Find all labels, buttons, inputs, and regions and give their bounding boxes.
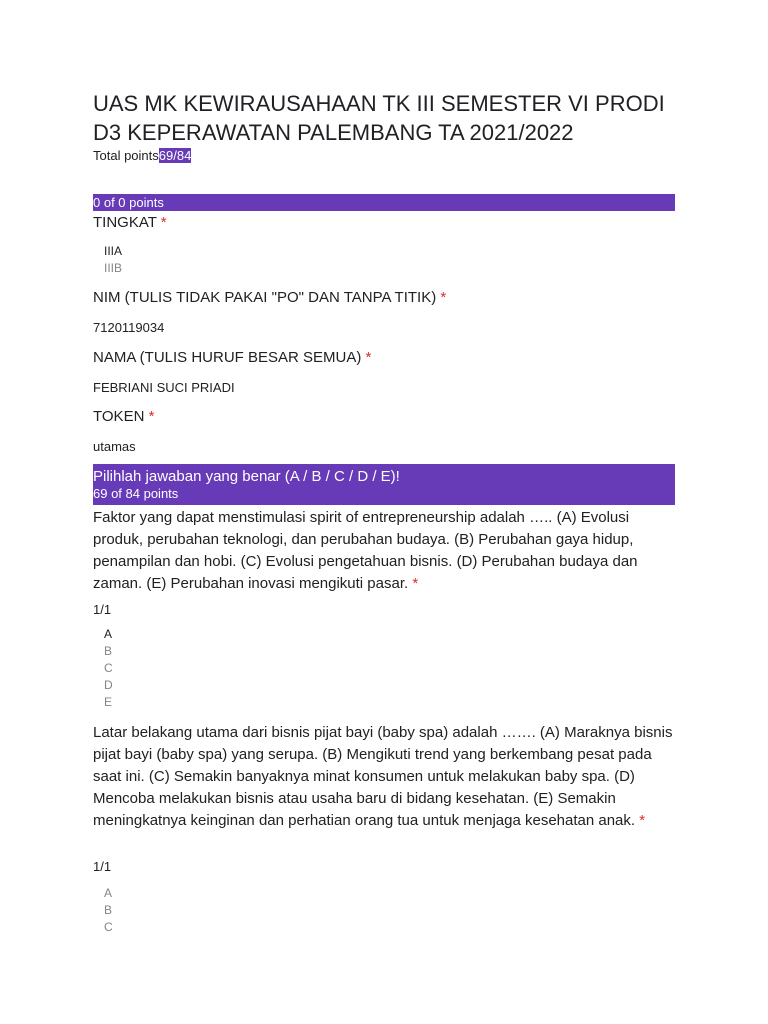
- nama-answer: FEBRIANI SUCI PRIADI: [93, 380, 235, 395]
- total-points: [93, 148, 191, 164]
- total-points-value: 69/84: [158, 148, 192, 163]
- required-asterisk: *: [148, 408, 155, 425]
- question-text: TINGKAT: [93, 214, 157, 231]
- form-title: UAS MK KEWIRAUSAHAAN TK III SEMESTER VI PRODI D3 KEPERAWATAN PALEMBANG TA 2021/2022: [93, 91, 665, 145]
- required-asterisk: *: [639, 812, 646, 829]
- option-b[interactable]: B: [104, 903, 113, 917]
- required-asterisk: *: [160, 214, 167, 231]
- question-1-score: 1/1: [93, 602, 112, 617]
- question-1-options: [104, 626, 113, 711]
- section-2-title: Pilihlah jawaban yang benar (A / B / C / D / E)!: [93, 468, 400, 485]
- option-e[interactable]: E: [104, 695, 113, 709]
- question-text: NAMA (TULIS HURUF BESAR SEMUA): [93, 349, 362, 366]
- option-a[interactable]: A: [104, 627, 113, 641]
- question-text: TOKEN: [93, 408, 145, 425]
- question-nim-label: [93, 287, 675, 309]
- option-c[interactable]: C: [104, 920, 113, 934]
- total-points-label: Total points: [93, 148, 159, 163]
- option-iiib[interactable]: IIIB: [104, 261, 123, 275]
- option-iiia[interactable]: IIIA: [104, 244, 123, 258]
- section-1-points: 0 of 0 points: [93, 195, 164, 210]
- required-asterisk: *: [412, 575, 419, 592]
- nim-answer: 7120119034: [93, 320, 165, 335]
- question-nama-label: [93, 347, 675, 369]
- option-d[interactable]: D: [104, 678, 113, 692]
- tingkat-options: [104, 243, 122, 277]
- question-tingkat-label: [93, 212, 675, 234]
- required-asterisk: *: [440, 289, 447, 306]
- question-2-options: [104, 885, 113, 936]
- section-1-header: [93, 194, 675, 211]
- option-a[interactable]: A: [104, 886, 113, 900]
- question-2-label: [93, 722, 675, 832]
- token-answer: utamas: [93, 439, 136, 454]
- option-c[interactable]: C: [104, 661, 113, 675]
- option-b[interactable]: B: [104, 644, 113, 658]
- question-text: Faktor yang dapat menstimulasi spirit of entrepreneurship adalah ….. (A) Evolusi produk, perubahan teknologi, dan perubahan budaya. (B) Perubahan gaya hidup, penampilan dan hobi. (C) Evolusi pengetahuan bisnis. (D) Perubahan budaya dan zaman. (E) Perubahan inovasi mengikuti pasar.: [93, 509, 638, 592]
- section-2-points: 69 of 84 points: [93, 486, 179, 501]
- required-asterisk: *: [365, 349, 372, 366]
- question-text: Latar belakang utama dari bisnis pijat bayi (baby spa) adalah ……. (A) Maraknya bisnis pijat bayi (baby spa) yang serupa. (B) Mengikuti trend yang berkembang pesat pada saat ini. (C) Semakin banyaknya minat konsumen untuk melakukan baby spa. (D) Mencoba melakukan bisnis atau usaha baru di bidang kesehatan. (E) Semakin meningkatnya keinginan dan perhatian orang tua untuk menjaga kesehatan anak.: [93, 724, 673, 829]
- question-1-label: [93, 507, 675, 595]
- question-2-score: 1/1: [93, 859, 112, 874]
- question-text: NIM (TULIS TIDAK PAKAI "PO" DAN TANPA TITIK): [93, 289, 437, 306]
- section-2-header: [93, 464, 675, 505]
- question-token-label: [93, 406, 675, 428]
